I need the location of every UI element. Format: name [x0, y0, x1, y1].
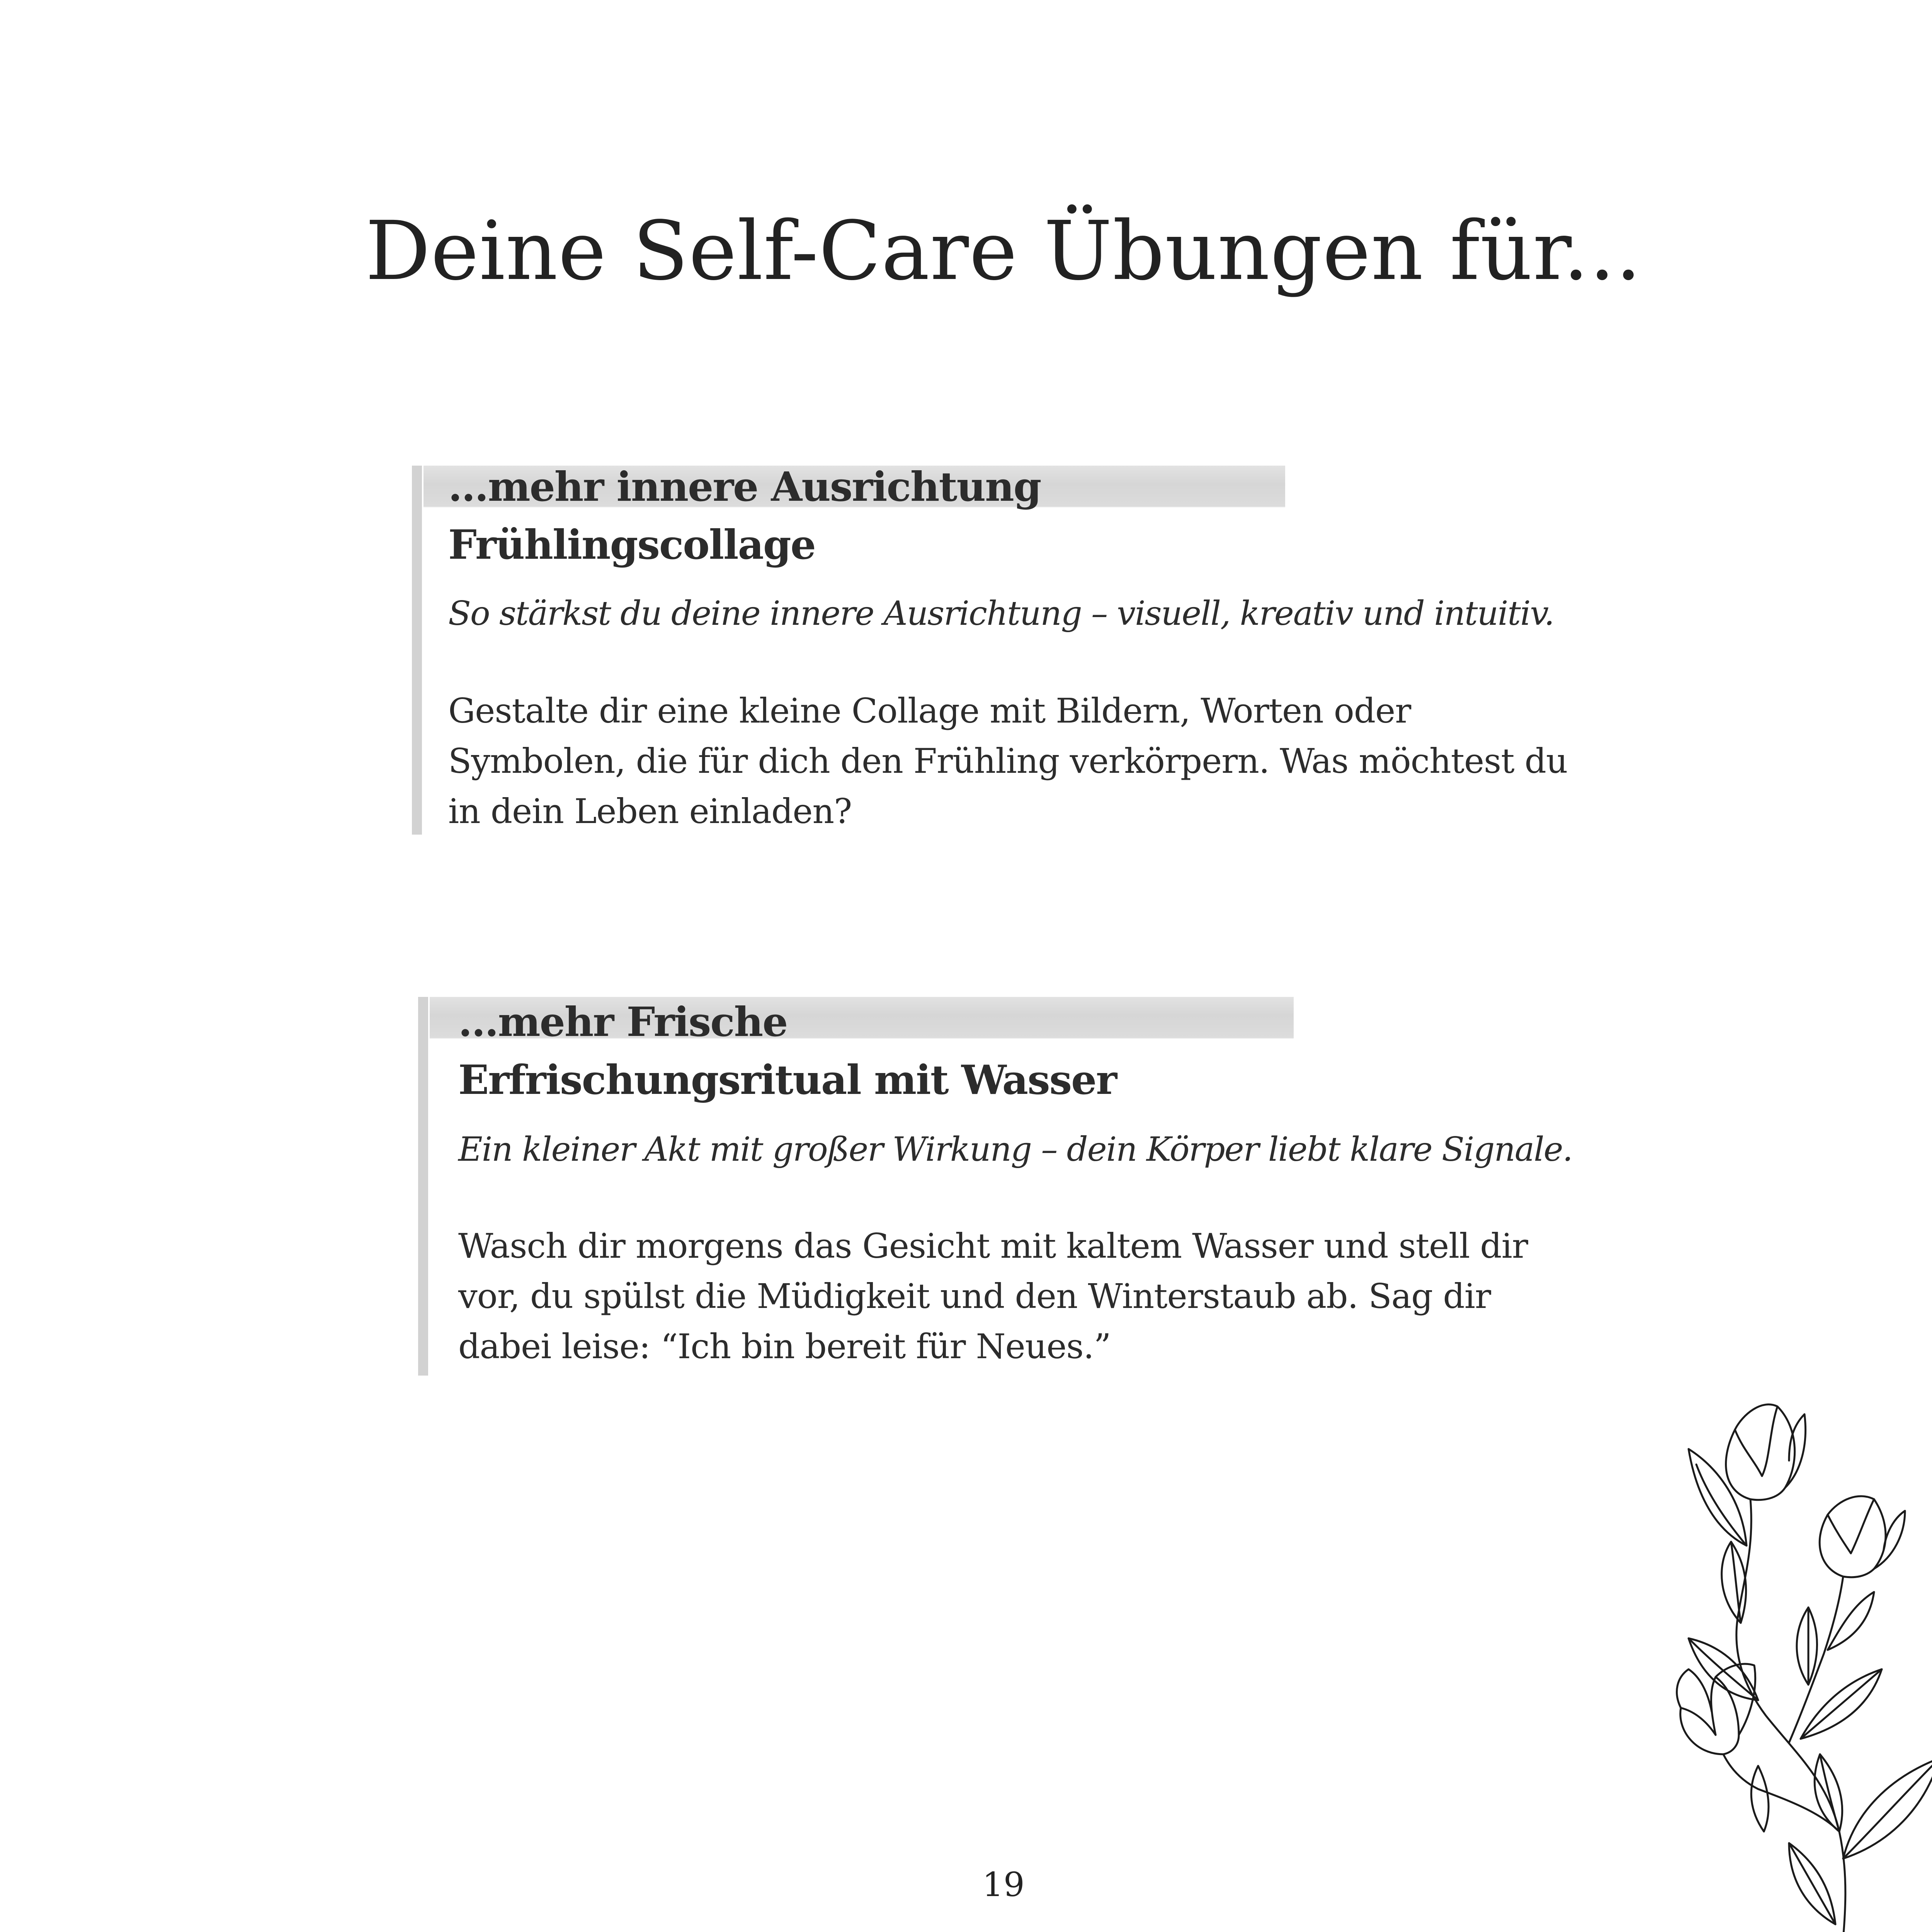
leaf: [1696, 1464, 1747, 1546]
section-inner-alignment: [412, 463, 1648, 835]
section-accent-bar: [412, 466, 422, 835]
leaf: [1843, 1758, 1932, 1859]
flower-bud: [1680, 1677, 1739, 1754]
page-number: 19: [982, 1866, 1025, 1904]
section-heading: ...mehr innere Ausrichtung: [448, 463, 1041, 510]
section-freshness: [418, 997, 1655, 1376]
section-heading: ...mehr Frische: [458, 998, 787, 1046]
body-line: vor, du spülst die Müdigkeit und den Winterstaub ab. Sag dir: [458, 1276, 1491, 1316]
body-line: dabei leise: “Ich bin bereit für Neues.”: [458, 1327, 1111, 1366]
exercise-body: [448, 686, 1646, 837]
leaf: [1751, 1766, 1769, 1832]
leaf: [1797, 1607, 1817, 1685]
flower-branch-icon: [1673, 1383, 1932, 1932]
flower-bud: [1677, 1669, 1712, 1712]
flower-bud: [1828, 1496, 1874, 1515]
exercise-title: Frühlingscollage: [448, 521, 815, 568]
exercise-title: Erfrischungsritual mit Wasser: [458, 1056, 1117, 1104]
flower-bud: [1726, 1406, 1795, 1500]
exercise-intro: So stärkst du deine innere Ausrichtung – visuell, kreativ und intuitiv.: [448, 594, 1554, 633]
exercise-intro: Ein kleiner Akt mit großer Wirkung – dein Körper liebt klare Signale.: [458, 1130, 1573, 1169]
body-line: in dein Leben einladen?: [448, 791, 852, 831]
body-line: Gestalte dir eine kleine Collage mit Bildern, Worten oder: [448, 691, 1411, 731]
body-line: Symbolen, die für dich den Frühling verkörpern. Was möchtest du: [448, 741, 1568, 781]
leaf: [1722, 1542, 1746, 1623]
flower-bud: [1735, 1405, 1777, 1430]
page-title: Deine Self-Care Übungen für...: [365, 204, 1642, 298]
section-accent-bar: [418, 997, 428, 1376]
leaf: [1820, 1754, 1839, 1832]
exercise-body: [458, 1221, 1656, 1372]
leaf: [1689, 1638, 1758, 1700]
leaf: [1843, 1758, 1932, 1859]
leaf: [1689, 1449, 1747, 1546]
leaf: [1801, 1669, 1882, 1739]
body-line: Wasch dir morgens das Gesicht mit kaltem Wasser und stell dir: [458, 1226, 1528, 1266]
